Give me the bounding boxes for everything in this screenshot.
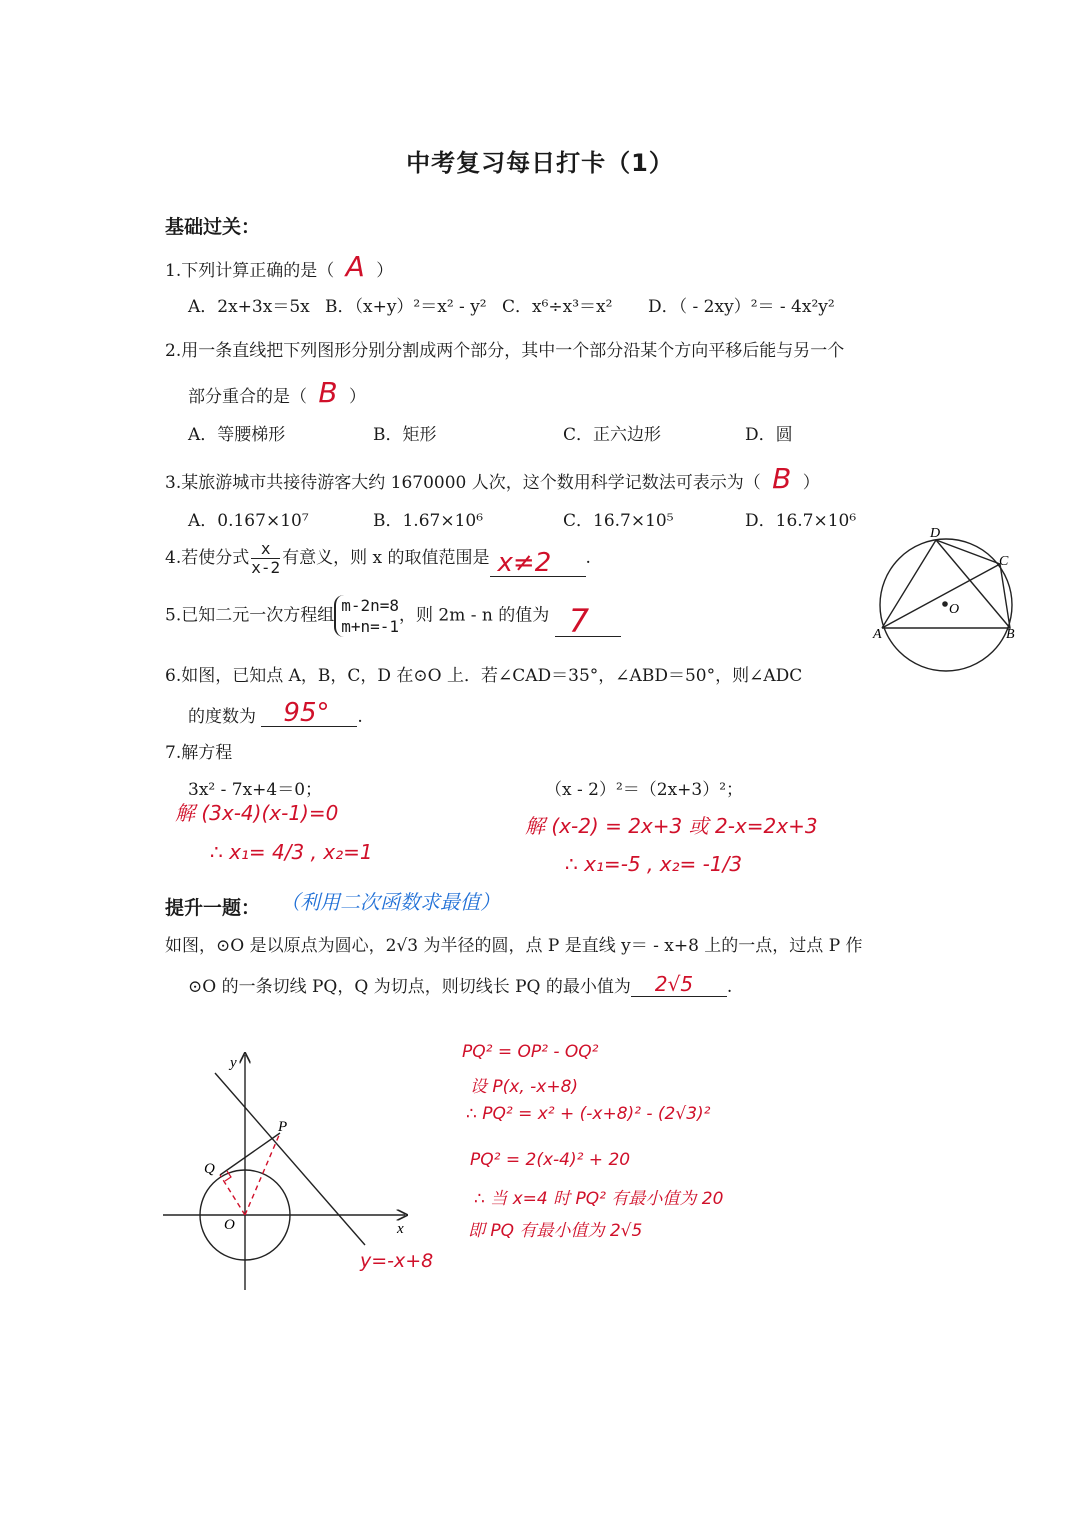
handwritten-answer-6: 95° — [283, 698, 330, 728]
question-5-pre: 5.已知二元一次方程组 — [165, 605, 335, 626]
label-p: P — [278, 1119, 288, 1135]
fraction-denominator: x-2 — [251, 558, 281, 577]
question-1 — [165, 250, 393, 283]
handwritten-answer-3: B — [772, 462, 792, 495]
label-x: x — [397, 1221, 404, 1237]
question-5 — [165, 595, 621, 640]
equation-7-1: 3x² - 7x+4＝0； — [188, 780, 323, 800]
question-8-end: . — [726, 977, 733, 997]
question-1-close: ） — [376, 261, 394, 281]
q1-option-c: C．x⁶÷x³＝x² — [502, 297, 613, 317]
center-point — [942, 601, 948, 607]
question-7-stem: 7.解方程 — [165, 743, 233, 763]
q2-option-a: A．等腰梯形 — [188, 425, 286, 445]
handwritten-line-label: y=-x+8 — [360, 1250, 434, 1272]
question-8 — [188, 972, 732, 997]
handwritten-solution-7-1-line-2: ∴ x₁= 4/3 , x₂=1 — [210, 840, 373, 864]
work-line-4: PQ² = 2(x-4)² + 20 — [470, 1150, 631, 1170]
question-5-post: ，则 2m - n 的值为 — [399, 605, 550, 626]
handwritten-answer-8: 2√5 — [654, 972, 694, 996]
handwritten-solution-7-2-line-1: 解 (x-2) = 2x+3 或 2-x=2x+3 — [525, 814, 818, 838]
q1-option-a: A．2x+3x＝5x — [188, 297, 310, 317]
question-3-close: ） — [802, 473, 820, 493]
q1-option-b: B．（x+y）²＝x² - y² — [325, 297, 487, 317]
coordinate-graph — [160, 1045, 460, 1305]
label-o: O — [224, 1217, 235, 1233]
question-6-stem-2: 的度数为 — [188, 707, 256, 727]
q3-option-c: C．16.7×10⁵ — [563, 511, 674, 531]
question-8-line-1: 如图，⊙O 是以原点为圆心，2√3 为半径的圆，点 P 是直线 y＝ - x+8 上的一点，过点 P 作 — [165, 936, 863, 956]
circle-figure — [870, 525, 1030, 675]
question-8-line-2: ⊙O 的一条切线 PQ，Q 为切点，则切线长 PQ 的最小值为 — [188, 977, 631, 997]
radius-oq — [220, 1175, 245, 1215]
equation-2: m+n=-1 — [341, 617, 400, 636]
question-3-stem: 3.某旅游城市共接待游客大约 1670000 人次，这个数用科学记数法可表示为（ — [165, 473, 761, 493]
question-3 — [165, 462, 820, 495]
q3-option-b: B．1.67×10⁶ — [373, 511, 484, 531]
equation-system — [334, 595, 399, 637]
q2-option-b: B．矩形 — [373, 425, 437, 445]
answer-blank-8 — [631, 972, 727, 997]
label-q: Q — [204, 1161, 215, 1177]
handwritten-note-blue: （利用二次函数求最值） — [280, 890, 500, 914]
question-4-pre: 4.若使分式 — [165, 548, 250, 568]
work-line-2: 设 P(x, -x+8) — [470, 1077, 579, 1097]
handwritten-answer-5: 7 — [568, 602, 590, 640]
answer-blank-5 — [555, 602, 621, 640]
label-b: B — [1006, 627, 1015, 642]
question-6-end: . — [357, 707, 363, 727]
label-d: D — [930, 526, 941, 541]
q3-option-a: A．0.167×10⁷ — [188, 511, 309, 531]
section-heading-basic: 基础过关： — [165, 216, 261, 238]
work-line-1: PQ² = OP² - OQ² — [462, 1042, 599, 1062]
label-y: y — [230, 1055, 237, 1071]
question-6-stem: 6.如图，已知点 A，B，C，D 在⊙O 上．若∠CAD＝35°，∠ABD＝50°，则∠ADC — [165, 666, 803, 686]
q1-option-d: D．（ - 2xy）²＝ - 4x²y² — [648, 297, 835, 317]
handwritten-solution-7-1-line-1: 解 (3x-4)(x-1)=0 — [175, 801, 339, 825]
equation-7-2: （x - 2）²＝（2x+3）²； — [545, 780, 744, 800]
work-line-3: ∴ PQ² = x² + (-x+8)² - (2√3)² — [466, 1104, 711, 1124]
q2-option-c: C．正六边形 — [563, 425, 662, 445]
fraction-numerator: x — [251, 540, 280, 559]
answer-blank-6 — [261, 698, 357, 728]
work-line-6: 即 PQ 有最小值为 2√5 — [468, 1221, 643, 1241]
question-4-end: . — [585, 548, 591, 568]
handwritten-solution-7-2-line-2: ∴ x₁=-5 , x₂= -1/3 — [565, 852, 743, 876]
section-heading-advanced: 提升一题： — [165, 897, 261, 919]
question-2-stem: 2.用一条直线把下列图形分别分割成两个部分，其中一个部分沿某个方向平移后能与另一个 — [165, 341, 845, 361]
question-2 — [188, 376, 366, 409]
answer-blank-4 — [490, 548, 586, 578]
label-c: C — [999, 554, 1009, 569]
page-title: 中考复习每日打卡（1） — [406, 149, 674, 177]
fraction — [251, 540, 280, 577]
handwritten-answer-1: A — [345, 250, 365, 283]
question-1-stem: 1.下列计算正确的是（ — [165, 261, 335, 281]
label-o: O — [949, 602, 960, 617]
question-6 — [188, 698, 363, 728]
label-a: A — [873, 627, 882, 642]
quadrilateral-abcd — [882, 540, 1010, 628]
question-2-stem-2: 部分重合的是（ — [188, 387, 307, 407]
work-line-5: ∴ 当 x=4 时 PQ² 有最小值为 20 — [474, 1189, 724, 1209]
question-2-close: ） — [349, 387, 367, 407]
q2-option-d: D．圆 — [745, 425, 793, 445]
question-4 — [165, 540, 591, 577]
handwritten-answer-4: x≠2 — [497, 548, 552, 578]
question-4-post: 有意义，则 x 的取值范围是 — [282, 548, 490, 568]
q3-option-d: D．16.7×10⁶ — [745, 511, 857, 531]
equation-1: m-2n=8 — [341, 596, 400, 615]
handwritten-answer-2: B — [318, 376, 338, 409]
